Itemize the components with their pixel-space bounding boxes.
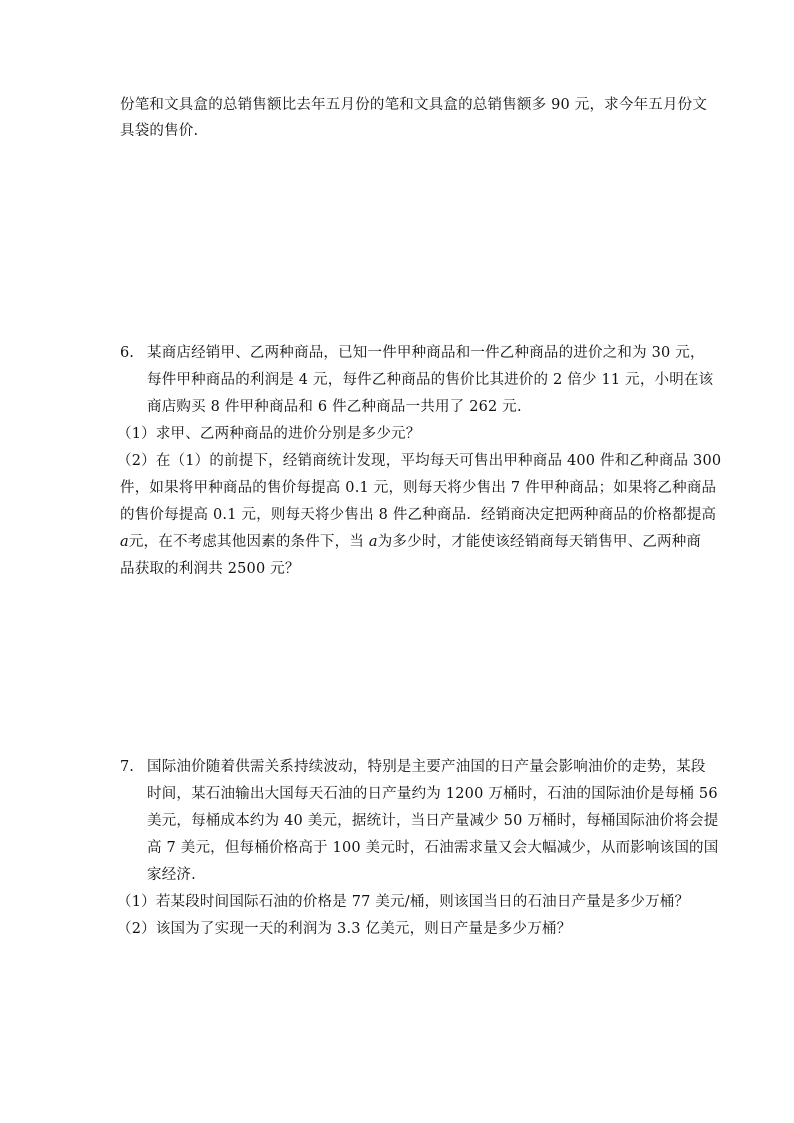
problem6-part2-line-4-text1: 元，在不考虑其他因素的条件下，当 bbox=[128, 534, 369, 550]
variable-a-2: a bbox=[368, 534, 378, 550]
problem6-stem-line-2: 每件甲种商品的利润是 4 元，每件乙种商品的售价比其进价的 2 倍少 11 元，小明在该 bbox=[147, 372, 714, 388]
problem6-part2-line-1: （2）在（1）的前提下，经销商统计发现，平均每天可售出甲种商品 400 件和乙种商品 300 bbox=[117, 453, 722, 469]
continuation-line-2: 具袋的售价. bbox=[120, 123, 199, 139]
problem6-stem-line-3: 商店购买 8 件甲种商品和 6 件乙种商品一共用了 262 元. bbox=[147, 399, 522, 415]
problem6-part1: （1）求甲、乙两种商品的进价分别是多少元？ bbox=[117, 426, 421, 442]
problem7-stem-line-3: 美元，每桶成本约为 40 美元，据统计，当日产量减少 50 万桶时，每桶国际油价将会提 bbox=[147, 813, 719, 829]
problem6-part2-line-3: 的售价每提高 0.1 元，则每天将少售出 8 件乙种商品．经销商决定把两种商品的价格都提高 bbox=[120, 507, 717, 523]
problem7-number: 7. bbox=[120, 759, 134, 775]
problem6-part2-line-4 bbox=[120, 532, 701, 552]
continuation-line-1: 份笔和文具盒的总销售额比去年五月份的笔和文具盒的总销售额多 90 元，求今年五月份文 bbox=[120, 97, 708, 113]
problem6-part2-line-5: 品获取的利润共 2500 元？ bbox=[120, 561, 300, 577]
problem7-stem-line-5: 家经济. bbox=[147, 867, 196, 883]
problem7-part2: （2）该国为了实现一天的利润为 3.3 亿美元，则日产量是多少万桶？ bbox=[117, 921, 572, 937]
problem7-stem-line-1: 国际油价随着供需关系持续波动，特别是主要产油国的日产量会影响油价的走势，某段 bbox=[147, 759, 706, 775]
problem6-number: 6. bbox=[120, 345, 134, 361]
problem6-part2-line-2: 件，如果将甲种商品的售价每提高 0.1 元，则每天将少售出 7 件甲种商品；如果将乙种商品 bbox=[120, 480, 717, 496]
problem7-part1: （1）若某段时间国际石油的价格是 77 美元/桶，则该国当日的石油日产量是多少万桶？ bbox=[117, 894, 690, 910]
problem7-stem-line-2: 时间，某石油输出大国每天石油的日产量约为 1200 万桶时，石油的国际油价是每桶 56 bbox=[147, 786, 718, 802]
problem7-stem-line-4: 高 7 美元，但每桶价格高于 100 美元时，石油需求量又会大幅减少，从而影响该国的国 bbox=[147, 840, 719, 856]
problem6-part2-line-4-text2: 为多少时，才能使该经销商每天销售甲、乙两种商 bbox=[377, 534, 702, 550]
problem6-stem-line-1: 某商店经销甲、乙两种商品，已知一件甲种商品和一件乙种商品的进价之和为 30 元， bbox=[147, 345, 705, 361]
variable-a: a bbox=[120, 534, 129, 550]
